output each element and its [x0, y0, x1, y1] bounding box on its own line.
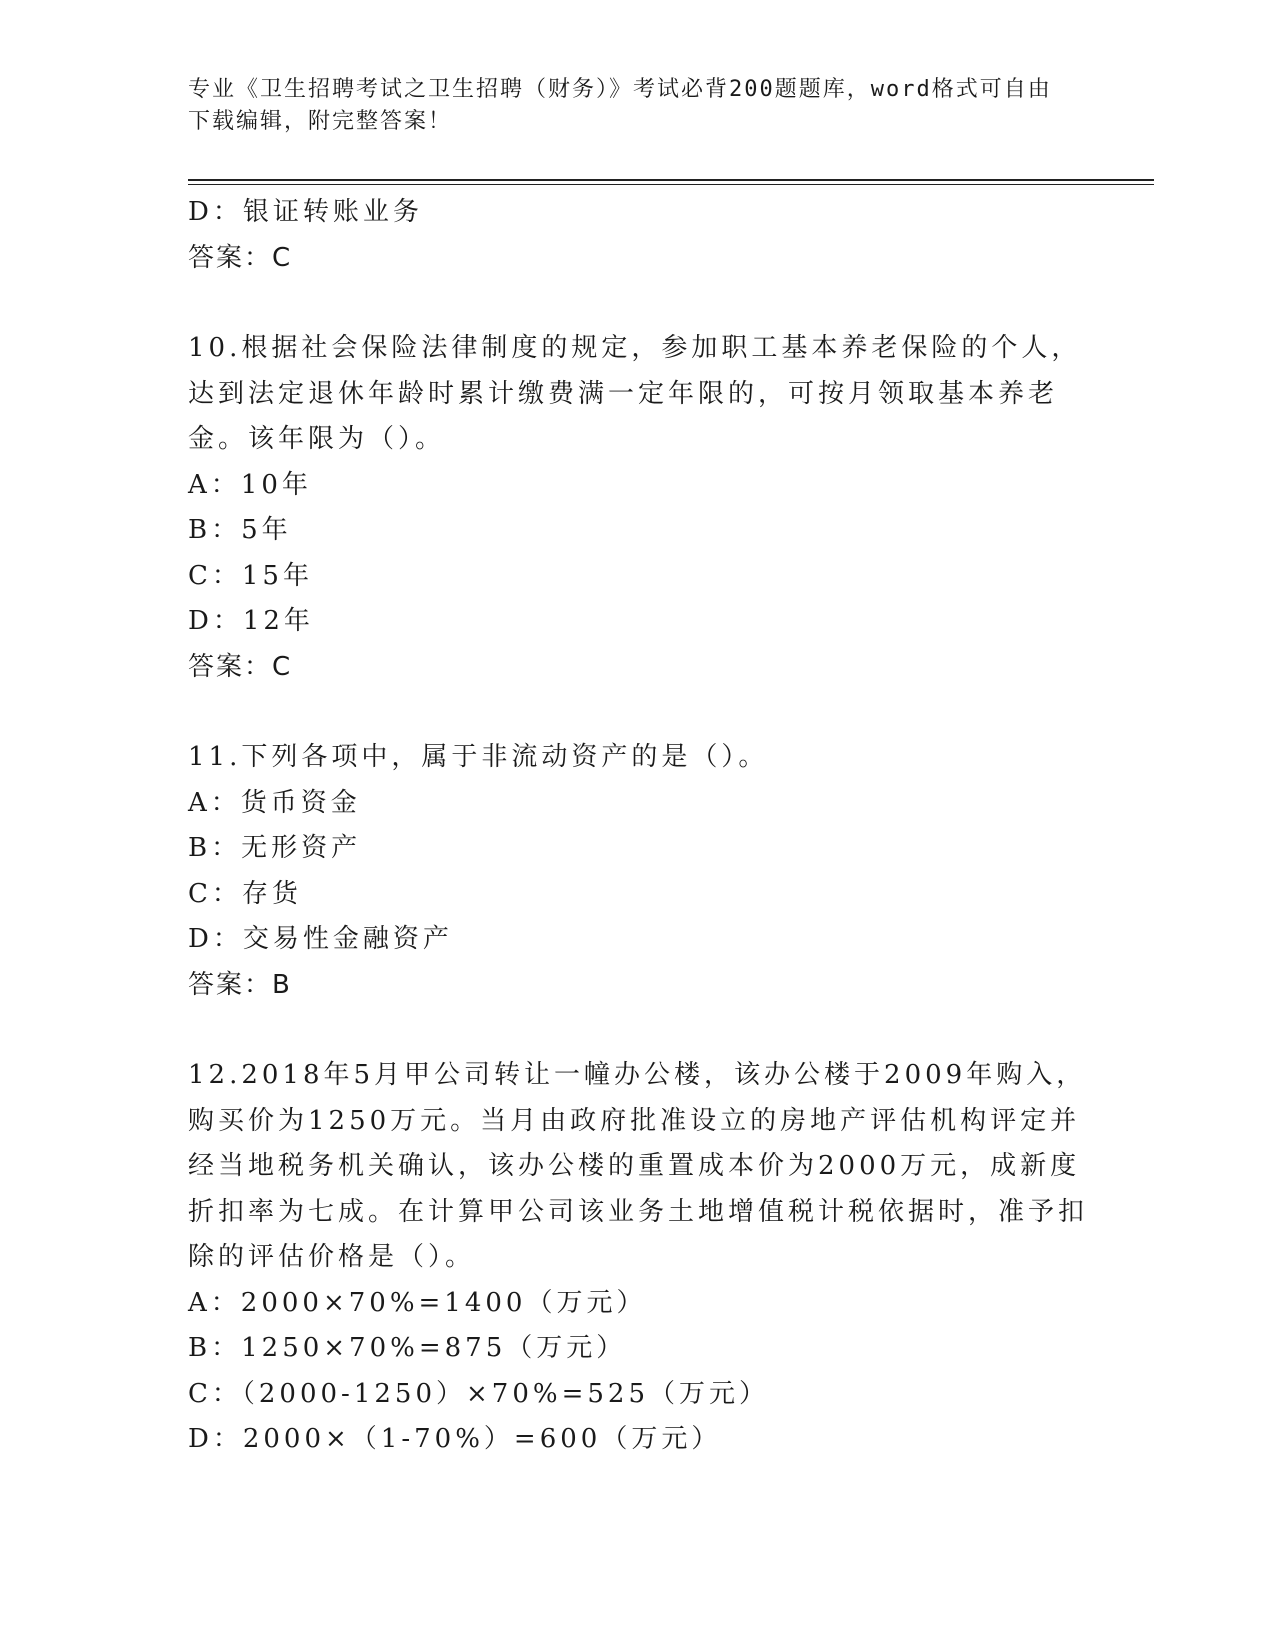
option-d: D：2000×（1-70%）=600（万元）: [188, 1424, 722, 1454]
question-stem: 11.下列各项中，属于非流动资产的是（）。: [188, 742, 769, 772]
document-body: [188, 190, 1088, 1463]
option-c: C：（2000-1250）×70%=525（万元）: [188, 1378, 770, 1409]
option-c: C：15年: [188, 560, 313, 591]
option-b: B：无形资产: [188, 833, 362, 863]
question-10: [188, 326, 1088, 690]
page-header: 专业《卫生招聘考试之卫生招聘（财务）》考试必背200题题库，word格式可自由下载编辑，附完整答案！: [188, 77, 1052, 134]
answer: 答案：C: [188, 651, 293, 682]
question-stem: 12.2018年5月甲公司转让一幢办公楼，该办公楼于2009年购入，购买价为1250万元。当月由政府批准设立的房地产评估机构评定并经当地税务机关确认，该办公楼的重置成本价为2000万元，成新度折扣率为七成。在计算甲公司该业务土地增值税计税依据时，准予扣除的评估价格是（）。: [188, 1060, 1089, 1272]
question-stem: 10.根据社会保险法律制度的规定，参加职工基本养老保险的个人，达到法定退休年龄时累计缴费满一定年限的，可按月领取基本养老金。该年限为（）。: [188, 333, 1082, 454]
header-divider: [188, 179, 1154, 181]
question-11: [188, 735, 1088, 1008]
option-d: D：银证转账业务: [188, 197, 423, 227]
option-b: B：5年: [188, 515, 292, 545]
question-12: [188, 1053, 1088, 1463]
answer: 答案：B: [188, 969, 292, 1000]
option-b: B：1250×70%=875（万元）: [188, 1333, 627, 1363]
header-divider-thin: [188, 184, 1154, 185]
option-c: C：存货: [188, 878, 302, 909]
answer: 答案：C: [188, 242, 293, 273]
option-a: A：2000×70%=1400（万元）: [188, 1287, 647, 1318]
option-d: D：交易性金融资产: [188, 924, 453, 954]
option-d: D：12年: [188, 606, 314, 636]
option-a: A：货币资金: [188, 787, 361, 818]
option-a: A：10年: [188, 469, 312, 500]
